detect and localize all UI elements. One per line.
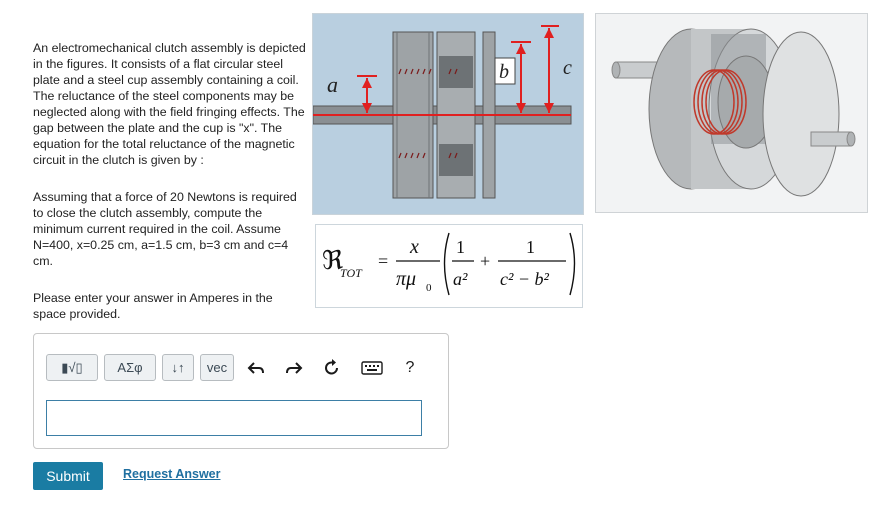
label-c: c (563, 57, 572, 79)
answer-input[interactable] (46, 400, 422, 436)
denominator-pi-mu: πμ (396, 268, 417, 290)
clutch-3d-figure (595, 13, 868, 213)
reset-icon[interactable] (322, 358, 342, 378)
reluctance-symbol: ℜ (322, 246, 344, 275)
problem-paragraph-2: Assuming that a force of 20 Newtons is required to close the clutch assembly, compute the minimum current required in the coil. Assume N=400, x=0.25 cm, a=1.5 cm, b=3 cm and c=4 cm. (33, 190, 297, 268)
help-label: ? (405, 359, 415, 376)
updown-arrows-icon: ↓↑ (171, 360, 185, 375)
clutch-cross-section-drawing (313, 14, 583, 214)
greek-symbols-button[interactable] (104, 354, 156, 381)
request-answer-link[interactable]: Request Answer (123, 467, 221, 481)
vector-button[interactable] (200, 354, 234, 381)
fraction-one-a: 1 (456, 237, 465, 257)
reluctance-equation-drawing (316, 225, 582, 307)
clutch-cross-section-figure (312, 13, 584, 215)
label-a: a (327, 72, 338, 97)
label-b: b (499, 61, 509, 83)
fraction-one-b: 1 (526, 237, 535, 257)
undo-icon[interactable] (246, 358, 266, 378)
vec-label: vec (206, 360, 228, 375)
subscript-superscript-button[interactable] (162, 354, 194, 381)
denominator-subscript-0: 0 (426, 282, 432, 294)
submit-button[interactable]: Submit (33, 462, 103, 490)
clutch-3d-drawing (596, 14, 867, 212)
help-icon[interactable] (400, 358, 420, 378)
fraction-c2-minus-b2: c² − b² (500, 269, 549, 289)
redo-icon[interactable] (284, 358, 304, 378)
keyboard-icon[interactable] (360, 358, 384, 378)
reluctance-equation (315, 224, 583, 308)
templates-icon: ▮√▯ (61, 359, 83, 375)
greek-symbols-label: ΑΣφ (117, 360, 143, 375)
equals-sign: = (378, 251, 389, 271)
reluctance-subscript: TOT (340, 266, 362, 280)
problem-paragraph-1: An electromechanical clutch assembly is depicted in the figures. It consists of a flat circular steel plate and a steel cup assembly containing a coil. The reluctance of the steel components may be neglected along with the field fringing effects. The gap between the plate and the cup is "x". The equation for the total reluctance of the magnetic circuit in the clutch is given by : (33, 41, 306, 167)
problem-paragraph-3: Please enter your answer in Amperes in the space provided. (33, 291, 273, 321)
fraction-a-squared: a² (453, 269, 468, 289)
answer-editor (33, 333, 449, 449)
plus-sign: + (480, 251, 491, 271)
numerator-x: x (410, 236, 419, 258)
problem-statement (33, 40, 308, 343)
templates-button[interactable] (46, 354, 98, 381)
